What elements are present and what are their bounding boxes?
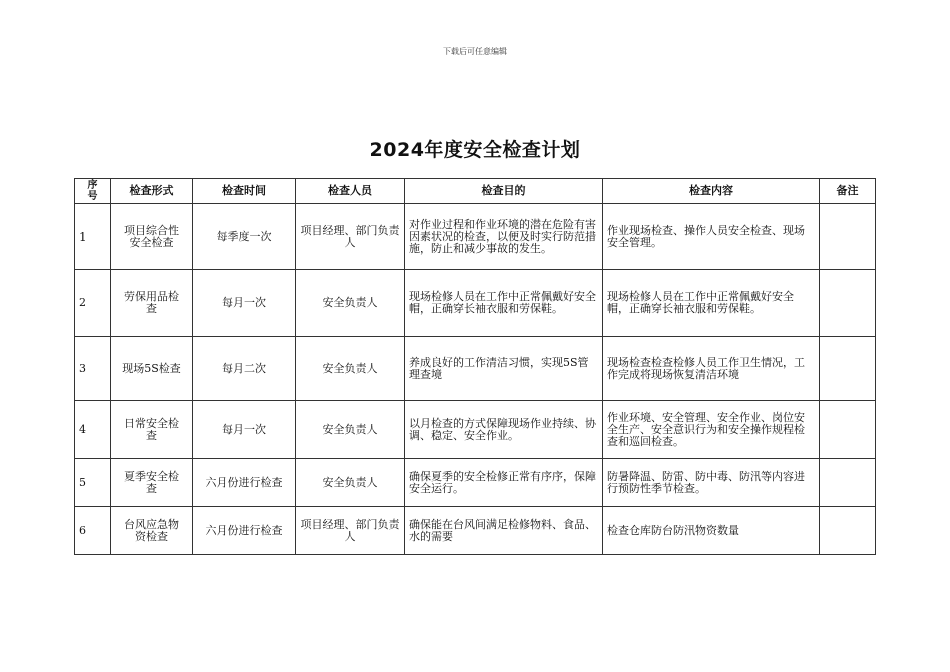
row-remarks [820,337,876,401]
row-remarks [820,507,876,555]
row-content: 防暑降温、防雷、防中毒、防汛等内容进行预防性季节检查。 [603,459,820,507]
row-purpose: 确保能在台风间满足检修物料、食品、水的需要 [405,507,603,555]
inspection-plan-table [74,178,876,555]
row-seq: 5 [75,459,111,507]
row-form: 项目综合性安全检查 [111,204,193,270]
row-personnel: 安全负责人 [296,459,405,507]
row-remarks [820,459,876,507]
table-row [75,204,876,270]
row-purpose: 现场检修人员在工作中正常佩戴好安全帽，正确穿长袖衣服和劳保鞋。 [405,270,603,337]
row-time: 六月份进行检查 [193,507,296,555]
row-personnel: 项目经理、部门负责人 [296,204,405,270]
header-seq: 序号 [75,179,111,204]
table-row [75,337,876,401]
row-seq: 6 [75,507,111,555]
row-personnel: 安全负责人 [296,270,405,337]
row-time: 每月二次 [193,337,296,401]
row-form: 劳保用品检查 [111,270,193,337]
row-purpose: 确保夏季的安全检修正常有序序，保障安全运行。 [405,459,603,507]
row-time: 每月一次 [193,270,296,337]
row-form: 日常安全检查 [111,401,193,459]
table-row [75,270,876,337]
header-personnel: 检查人员 [296,179,405,204]
row-time: 每月一次 [193,401,296,459]
row-remarks [820,401,876,459]
row-time: 六月份进行检查 [193,459,296,507]
row-personnel: 项目经理、部门负责人 [296,507,405,555]
row-seq: 4 [75,401,111,459]
row-remarks [820,270,876,337]
row-seq: 1 [75,204,111,270]
table-row [75,507,876,555]
row-form: 台风应急物资检查 [111,507,193,555]
row-personnel: 安全负责人 [296,401,405,459]
row-content: 作业现场检查、操作人员安全检查、现场安全管理。 [603,204,820,270]
header-note: 下载后可任意编辑 [443,47,507,56]
table-row [75,401,876,459]
header-time: 检查时间 [193,179,296,204]
row-purpose: 养成良好的工作清洁习惯，实现5S管理查境 [405,337,603,401]
row-personnel: 安全负责人 [296,337,405,401]
document-title: 2024年度安全检查计划 [369,139,581,161]
row-content: 现场检查检查检修人员工作卫生情况，工作完成将现场恢复清洁环境 [603,337,820,401]
header-form: 检查形式 [111,179,193,204]
row-seq: 2 [75,270,111,337]
row-content: 作业环境、安全管理、安全作业、岗位安全生产、安全意识行为和安全操作规程检查和巡回检查。 [603,401,820,459]
row-form: 现场5S检查 [111,337,193,401]
row-content: 现场检修人员在工作中正常佩戴好安全帽，正确穿长袖衣服和劳保鞋。 [603,270,820,337]
row-remarks [820,204,876,270]
row-purpose: 对作业过程和作业环境的潜在危险有害因素状况的检查，以便及时实行防范措施，防止和减少事故的发生。 [405,204,603,270]
row-seq: 3 [75,337,111,401]
table-row [75,459,876,507]
header-remarks: 备注 [820,179,876,204]
row-content: 检查仓库防台防汛物资数量 [603,507,820,555]
table-header-row [75,179,876,204]
header-purpose: 检查目的 [405,179,603,204]
row-form: 夏季安全检查 [111,459,193,507]
row-time: 每季度一次 [193,204,296,270]
header-content: 检查内容 [603,179,820,204]
row-purpose: 以月检查的方式保障现场作业持续、协调、稳定、安全作业。 [405,401,603,459]
